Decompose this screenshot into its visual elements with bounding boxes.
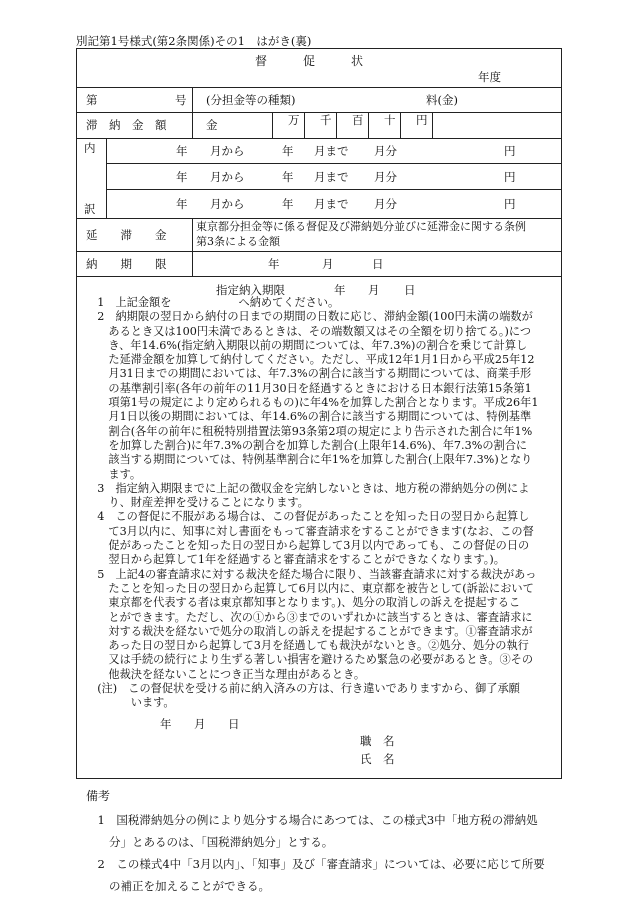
- note-line: 該当する期間については、特例基準割合に年1%を加算した割合(上限年7.3%)となり: [86, 453, 533, 467]
- unit-man: 万: [288, 113, 300, 127]
- unit-en: 円: [416, 113, 428, 127]
- row-to: 月まで: [314, 144, 349, 158]
- rule: [400, 112, 401, 138]
- amount-prefix: 金: [206, 118, 218, 132]
- note-line: (注) この督促状を受ける前に納入済みの方は、行き違いでありますから、御了承願: [86, 682, 520, 696]
- note-line: 月1日以後の期間においては、年14.6%の割合に該当する期間については、特例基準: [86, 410, 532, 424]
- row-to: 月まで: [314, 197, 349, 211]
- row-year: 年: [176, 144, 188, 158]
- row-yen: 円: [504, 170, 516, 184]
- note-line: 又は手続の続行により生ずる著しい損害を避けるため緊急の必要があるとき。③その: [86, 653, 534, 667]
- note-line: ます。: [86, 467, 142, 481]
- row-yen: 円: [504, 144, 516, 158]
- rule: [304, 112, 305, 138]
- row-to: 月まで: [314, 170, 349, 184]
- note-line: とができます。ただし、次の①から③までのいずれかに該当するときは、審査請求に: [86, 610, 533, 624]
- note-line: 促があったことを知った日の翌日から起算して3月以内であっても、この督促の日の: [86, 539, 530, 553]
- breakdown-label-top: 内: [84, 141, 96, 155]
- deadline-label: 納 期 限: [86, 257, 167, 271]
- note-line: 5 上記4の審査請求に対する裁決を経た場合に限り、当該審査請求に対する裁決があっ: [86, 567, 537, 581]
- row-months: 月分: [374, 170, 397, 184]
- note-line: 翌日から起算して1年を経過すると審査請求をすることができなくなります。)。: [86, 553, 505, 567]
- rule: [76, 112, 562, 113]
- notes-body: [86, 296, 538, 711]
- charge-type-label: (分担金等の種類): [206, 93, 296, 107]
- row-months: 月分: [374, 197, 397, 211]
- note-line: 2 納期限の翌日から納付の日までの期間の日数に応じ、滞納金額(100円未満の端数が: [86, 310, 533, 324]
- rule: [76, 138, 562, 139]
- designated-label: 指定納入期限: [216, 283, 285, 297]
- note-line: 他裁決を経ないことにつき正当な理由があるとき。: [86, 667, 366, 681]
- late-fee-line1: 東京都分担金等に係る督促及び滞納処分並びに延滞金に関する条例: [196, 220, 526, 233]
- remark-line: 分」とあるのは、「国税滞納処分」とする。: [86, 835, 334, 849]
- row-from: 月から: [210, 197, 245, 211]
- rule: [192, 251, 193, 276]
- fee-label: 料(金): [426, 93, 458, 107]
- amount-label: 滞 納 金 額: [86, 118, 167, 132]
- rule: [76, 276, 562, 277]
- note-line: の基準割引率(各年の前年の11月30日を経過するときにおける日本銀行法第15条第1: [86, 381, 532, 395]
- date-month: 月: [194, 717, 206, 731]
- note-line: あった日の翌日から起算して3月を経過しても裁決がないとき。②処分、処分の執行: [86, 639, 529, 653]
- row-year2: 年: [282, 197, 294, 211]
- official-name: 氏 名: [360, 752, 395, 766]
- deadline-month: 月: [322, 257, 334, 271]
- late-fee-label: 延 滞 金: [86, 228, 167, 242]
- note-line: 対する裁決を経ないで処分の取消しの訴えを提起することができます。①審査請求が: [86, 624, 533, 638]
- row-year2: 年: [282, 144, 294, 158]
- note-line: あるとき又は100円未満であるときは、その端数額又はその全額を切り捨てる。)につ: [86, 324, 532, 338]
- designated-day: 日: [404, 283, 416, 297]
- unit-sen: 千: [320, 113, 332, 127]
- fiscal-year-label: 年度: [478, 70, 501, 84]
- note-line: 3 指定納入期限までに上記の徴収金を完納しないときは、地方税の滞納処分の例によ: [86, 481, 530, 495]
- row-year: 年: [176, 170, 188, 184]
- rule: [432, 112, 433, 138]
- rule: [192, 218, 193, 251]
- rule: [368, 112, 369, 138]
- note-line: て3月以内に、知事に対し書面をもって審査請求をすることができます(なお、この督: [86, 524, 534, 538]
- remark-line: の補正を加えることができる。: [86, 879, 270, 893]
- rule: [76, 218, 562, 219]
- date-year: 年: [160, 717, 172, 731]
- note-line: 月31日までの期間においては、年7.3%の割合に該当する期間については、商業手形: [86, 367, 532, 381]
- rule: [76, 251, 562, 252]
- breakdown-label-bottom: 訳: [84, 202, 96, 216]
- note-line: 項第1号の規定により定められるもの)に年4%を加算した割合となります。平成26年1: [86, 396, 539, 410]
- remark-line: 2 この様式4中「3月以内」、「知事」及び「審査請求」については、必要に応じて所要: [86, 857, 545, 871]
- form-title: 督 促 状: [255, 54, 364, 68]
- note-line: を加算した割合)に年7.3%の割合を加算した割合(上限年14.6%)、年7.3%の割合に: [86, 438, 528, 452]
- rule: [76, 87, 562, 88]
- note-line: 4 この督促に不服がある場合は、この督促があったことを知った日の翌日から起算し: [86, 510, 530, 524]
- unit-hyaku: 百: [352, 113, 364, 127]
- remark-line: 1 国税滞納処分の例により処分する場合にあつては、この様式3中「地方税の滞納処: [86, 813, 538, 827]
- late-fee-line2: 第3条による金額: [196, 235, 280, 248]
- rule: [106, 189, 562, 190]
- official-title: 職 名: [360, 734, 395, 748]
- note-line: り、財産差押を受けることになります。: [86, 496, 309, 510]
- note-line: います。: [86, 696, 175, 710]
- row-year2: 年: [282, 170, 294, 184]
- rule: [336, 112, 337, 138]
- number-label-right: 号: [175, 93, 187, 107]
- row-from: 月から: [210, 170, 245, 184]
- rule: [106, 163, 562, 164]
- rule: [106, 138, 107, 218]
- form-header: 別記第1号様式(第2条関係)その1 はがき(裏): [76, 34, 312, 48]
- remarks-body: [86, 809, 545, 897]
- number-label-left: 第: [86, 93, 98, 107]
- row-from: 月から: [210, 144, 245, 158]
- row-year: 年: [176, 197, 188, 211]
- note-line: 東京都を代表する者は東京都知事となります。)、処分の取消しの訴えを提起するこ: [86, 596, 521, 610]
- rule: [192, 112, 193, 138]
- rule: [192, 87, 193, 112]
- note-line: 割合(各年の前年に租税特別措置法第93条第2項の規定により告示された割合に年1%: [86, 424, 533, 438]
- date-day: 日: [228, 717, 240, 731]
- row-months: 月分: [374, 144, 397, 158]
- deadline-year: 年: [268, 257, 280, 271]
- unit-juu: 十: [384, 113, 396, 127]
- remarks-heading: 備考: [86, 789, 111, 803]
- note-line: たことを知った日の翌日から起算して6月以内に、東京都を被告として(訴訟において: [86, 581, 534, 595]
- note-line: た延滞金額を加算して納付してください。ただし、平成12年1月1日から平成25年12: [86, 353, 535, 367]
- note-line: き、年14.6%(指定納入期限以前の期間については、年7.3%)の割合を乗じて計算し: [86, 338, 528, 352]
- row-yen: 円: [504, 197, 516, 211]
- deadline-day: 日: [372, 257, 384, 271]
- rule: [272, 112, 273, 138]
- designated-month: 月: [368, 283, 380, 297]
- designated-year: 年: [334, 283, 346, 297]
- note-line: 1 上記金額を へ納めてください。: [86, 296, 340, 309]
